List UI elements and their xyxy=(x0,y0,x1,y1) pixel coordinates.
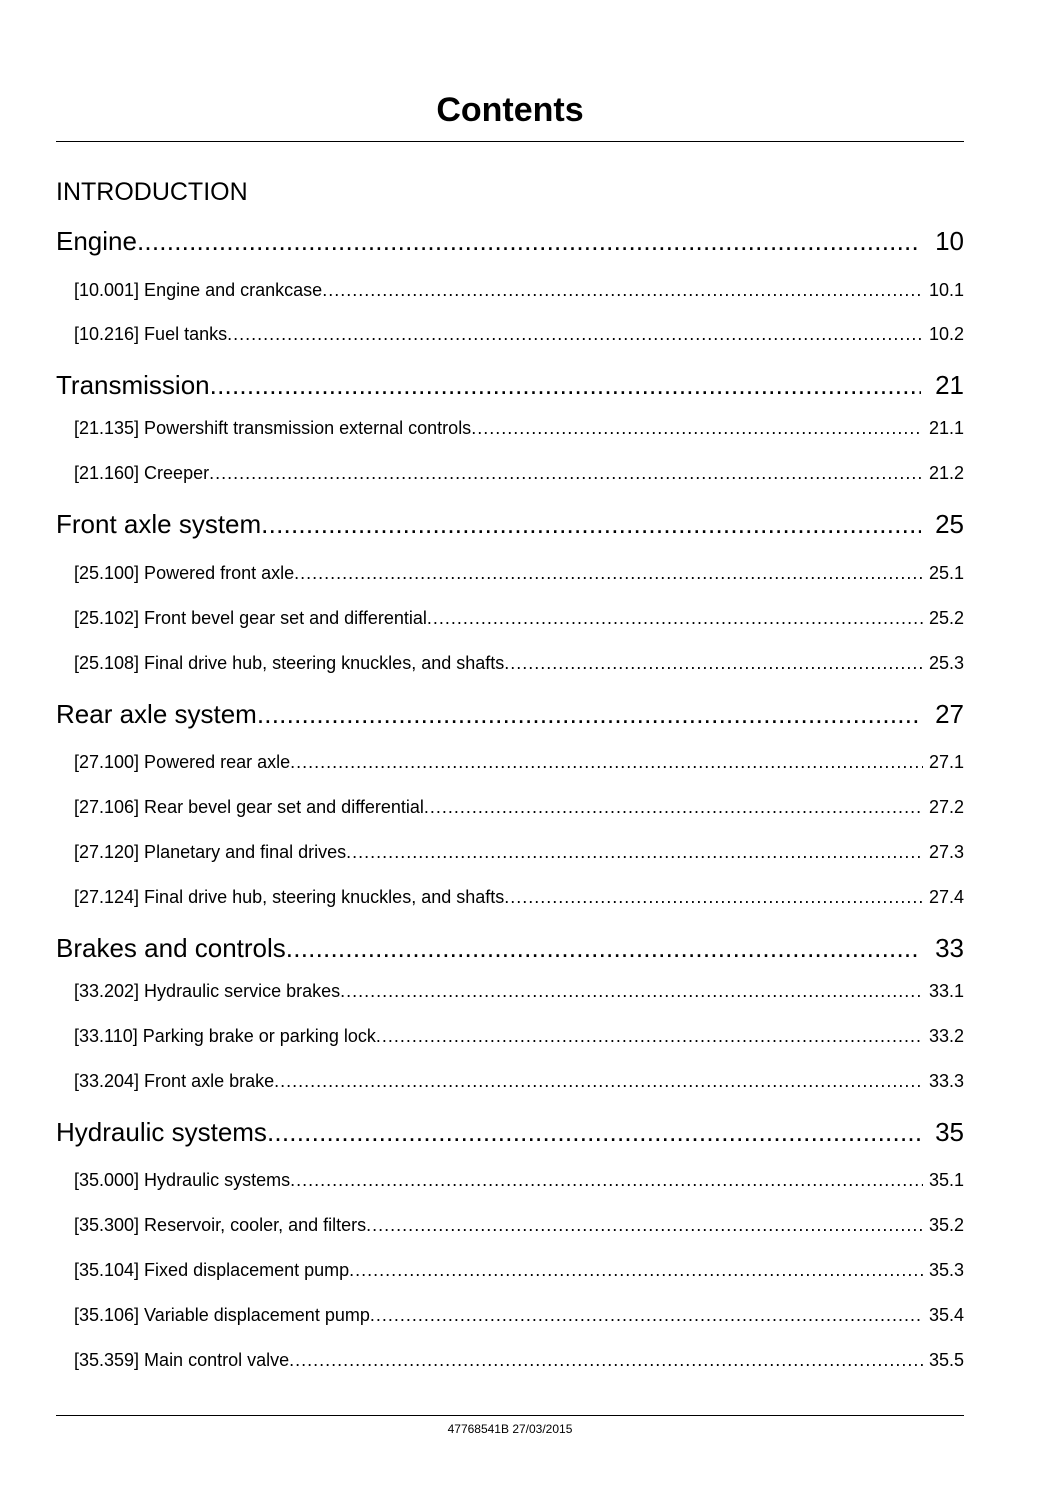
footer-divider xyxy=(56,1415,964,1416)
dot-leader xyxy=(504,651,923,675)
toc-section-rear-axle[interactable] xyxy=(56,697,964,731)
dot-leader xyxy=(290,1168,923,1192)
toc-entry-35-000[interactable] xyxy=(74,1168,964,1192)
toc-page-number: 25.1 xyxy=(928,563,964,583)
toc-entry-33-204[interactable] xyxy=(74,1069,964,1093)
dot-leader xyxy=(504,885,923,909)
dot-leader xyxy=(349,1258,923,1282)
toc-section-engine[interactable] xyxy=(56,224,964,258)
dot-leader xyxy=(261,507,921,541)
toc-page-number: 33 xyxy=(935,933,964,963)
dot-leader xyxy=(267,1115,921,1149)
dot-leader xyxy=(290,750,923,774)
toc-page-number: 35.3 xyxy=(928,1260,964,1280)
toc-page-number: 21.1 xyxy=(928,418,964,438)
toc-entry-35-300[interactable] xyxy=(74,1213,964,1237)
toc-section-transmission[interactable] xyxy=(56,368,964,402)
toc-section-label: Front axle system xyxy=(56,509,262,539)
toc-page-number: 35.5 xyxy=(928,1350,964,1370)
toc-entry-35-106[interactable] xyxy=(74,1303,964,1327)
dot-leader xyxy=(137,224,921,258)
dot-leader xyxy=(209,461,923,485)
toc-section-label: Transmission xyxy=(56,370,210,400)
toc-entry-25-100[interactable] xyxy=(74,561,964,585)
toc-entry-21-160[interactable] xyxy=(74,461,964,485)
toc-entry-label: [33.204] Front axle brake xyxy=(74,1071,275,1091)
toc-entry-label: [25.100] Powered front axle xyxy=(74,563,295,583)
toc-entry-label: [27.100] Powered rear axle xyxy=(74,752,291,772)
toc-page-number: 33.3 xyxy=(928,1071,964,1091)
toc-entry-25-102[interactable] xyxy=(74,606,964,630)
toc-entry-27-124[interactable] xyxy=(74,885,964,909)
toc-page-number: 10 xyxy=(935,226,964,256)
toc-page-number: 10.1 xyxy=(928,280,964,300)
toc-page-number: 33.2 xyxy=(928,1026,964,1046)
dot-leader xyxy=(370,1303,923,1327)
toc-section-label: Rear axle system xyxy=(56,699,257,729)
toc-entry-label: [35.106] Variable displacement pump xyxy=(74,1305,370,1325)
toc-entry-25-108[interactable] xyxy=(74,651,964,675)
toc-page-number: 35.2 xyxy=(928,1215,964,1235)
toc-page-number: 27.4 xyxy=(928,887,964,907)
toc-page-number: 21.2 xyxy=(928,463,964,483)
toc-page-number: 10.2 xyxy=(928,324,964,344)
dot-leader xyxy=(294,561,923,585)
toc-section-front-axle[interactable] xyxy=(56,507,964,541)
toc-page-number: 25.2 xyxy=(928,608,964,628)
toc-page-number: 21 xyxy=(935,370,964,400)
dot-leader xyxy=(289,1348,923,1372)
toc-page-number: 27 xyxy=(935,699,964,729)
document-footer: 47768541B 27/03/2015 xyxy=(447,1422,573,1436)
toc-entry-33-202[interactable] xyxy=(74,979,964,1003)
dot-leader xyxy=(274,1069,923,1093)
toc-page-number: 25.3 xyxy=(928,653,964,673)
dot-leader xyxy=(471,416,923,440)
toc-page-number: 35 xyxy=(935,1117,964,1147)
toc-section-label: Engine xyxy=(56,226,137,256)
toc-page-number: 25 xyxy=(935,509,964,539)
dot-leader xyxy=(376,1024,923,1048)
toc-entry-label: [27.120] Planetary and final drives xyxy=(74,842,347,862)
toc-entry-label: [35.359] Main control valve xyxy=(74,1350,290,1370)
dot-leader xyxy=(366,1213,923,1237)
toc-entry-27-106[interactable] xyxy=(74,795,964,819)
toc-section-label: Brakes and controls xyxy=(56,933,286,963)
toc-entry-27-100[interactable] xyxy=(74,750,964,774)
toc-entry-10-216[interactable] xyxy=(74,322,964,346)
toc-entry-label: [10.001] Engine and crankcase xyxy=(74,280,323,300)
dot-leader xyxy=(286,931,921,965)
toc-entry-label: [35.300] Reservoir, cooler, and filters xyxy=(74,1215,367,1235)
dot-leader xyxy=(424,795,923,819)
toc-entry-21-135[interactable] xyxy=(74,416,964,440)
toc-entry-33-110[interactable] xyxy=(74,1024,964,1048)
intro-heading[interactable]: INTRODUCTION xyxy=(56,178,248,206)
toc-entry-label: [21.160] Creeper xyxy=(74,463,210,483)
dot-leader xyxy=(210,368,921,402)
dot-leader xyxy=(227,322,923,346)
toc-entry-35-104[interactable] xyxy=(74,1258,964,1282)
toc-page-number: 35.4 xyxy=(928,1305,964,1325)
toc-page-number: 33.1 xyxy=(928,981,964,1001)
toc-entry-label: [27.124] Final drive hub, steering knuckles, and shafts xyxy=(74,887,505,907)
dot-leader xyxy=(257,697,921,731)
toc-page-number: 27.2 xyxy=(928,797,964,817)
toc-section-label: Hydraulic systems xyxy=(56,1117,267,1147)
dot-leader xyxy=(322,278,923,302)
title-divider xyxy=(56,141,964,142)
toc-entry-label: [35.104] Fixed displacement pump xyxy=(74,1260,350,1280)
toc-entry-10-001[interactable] xyxy=(74,278,964,302)
dot-leader xyxy=(340,979,923,1003)
toc-entry-label: [33.202] Hydraulic service brakes xyxy=(74,981,341,1001)
toc-page-number: 27.1 xyxy=(928,752,964,772)
toc-entry-label: [10.216] Fuel tanks xyxy=(74,324,228,344)
toc-entry-35-359[interactable] xyxy=(74,1348,964,1372)
toc-page-number: 27.3 xyxy=(928,842,964,862)
toc-entry-label: [27.106] Rear bevel gear set and differential xyxy=(74,797,424,817)
dot-leader xyxy=(427,606,923,630)
page-title: Contents xyxy=(436,91,584,129)
toc-entry-label: [21.135] Powershift transmission external controls xyxy=(74,418,472,438)
toc-entry-27-120[interactable] xyxy=(74,840,964,864)
toc-entry-label: [33.110] Parking brake or parking lock xyxy=(74,1026,376,1046)
toc-section-hydraulic[interactable] xyxy=(56,1115,964,1149)
dot-leader xyxy=(346,840,923,864)
toc-entry-label: [25.102] Front bevel gear set and differential xyxy=(74,608,427,628)
toc-entry-label: [25.108] Final drive hub, steering knuckles, and shafts xyxy=(74,653,505,673)
toc-section-brakes[interactable] xyxy=(56,931,964,965)
toc-page-number: 35.1 xyxy=(928,1170,964,1190)
toc-entry-label: [35.000] Hydraulic systems xyxy=(74,1170,291,1190)
